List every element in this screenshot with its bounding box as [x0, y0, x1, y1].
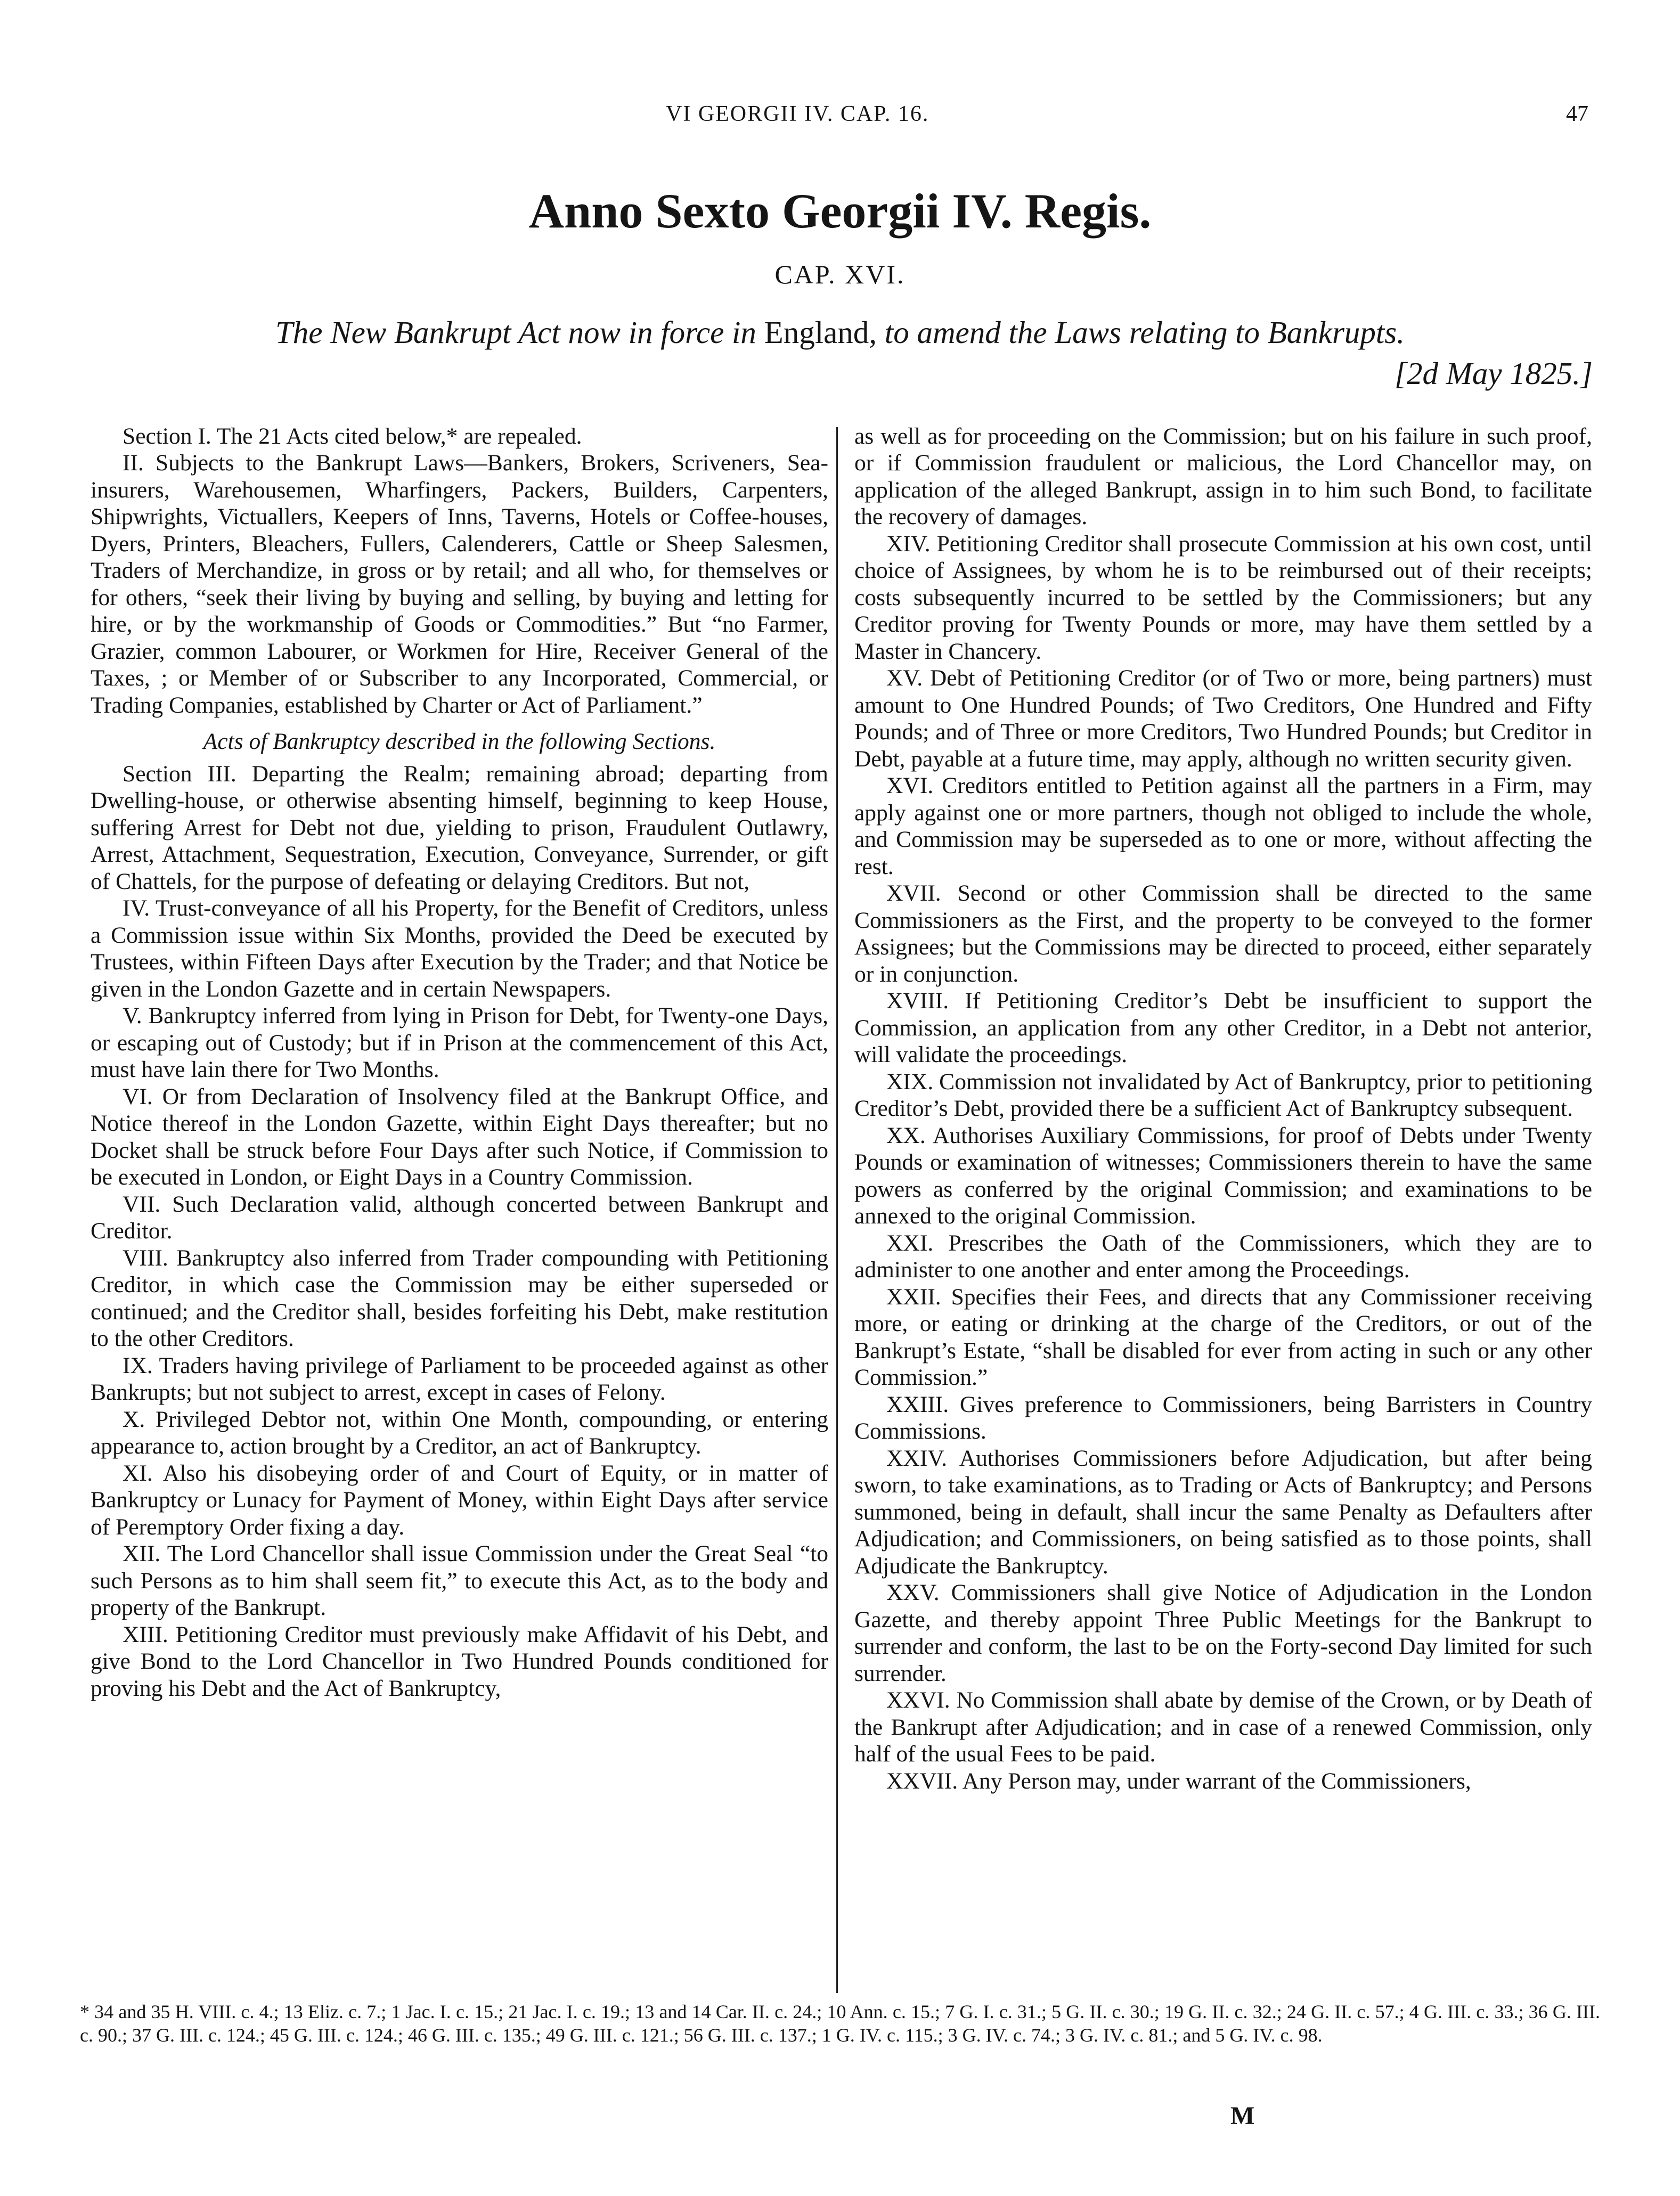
- section-paragraph: XVII. Second or other Commission shall be directed to the same Commissioners as the First, and the property to be conveyed to the former Assignees; but the Commissions may be directed to proceed, either separately or in conjunction.: [854, 880, 1592, 987]
- section-paragraph: XVIII. If Petitioning Creditor’s Debt be insufficient to support the Commission, an application from any other Creditor, in a Debt not anterior, will validate the proceedings.: [854, 988, 1592, 1068]
- section-paragraph: XIX. Commission not invalidated by Act of Bankruptcy, prior to petitioning Creditor’s Debt, provided there be a sufficient Act of Bankruptcy subsequent.: [854, 1068, 1592, 1122]
- text-columns: [80, 423, 1600, 1994]
- section-paragraph: XX. Authorises Auxiliary Commissions, for proof of Debts under Twenty Pounds or examination of witnesses; Commissioners therein to have the same powers as conferred by the original Commission; and examinations to be annexed to the original Commission.: [854, 1122, 1592, 1229]
- footnote: * 34 and 35 H. VIII. c. 4.; 13 Eliz. c. 7.; 1 Jac. I. c. 15.; 21 Jac. I. c. 19.; 13 and 14 Car. II. c. 24.; 10 Ann. c. 15.; 7 G. I. c. 31.; 5 G. II. c. 30.; 19 G. II. c. 32.; 24 G. II. c. 57.; 4 G. III. c. 33.; 36 G. III. c. 90.; 37 G. III. c. 124.; 45 G. III. c. 124.; 46 G. III. c. 135.; 49 G. III. c. 121.; 56 G. III. c. 137.; 1 G. IV. c. 115.; 3 G. IV. c. 74.; 3 G. IV. c. 81.; and 5 G. IV. c. 98.: [80, 2001, 1600, 2046]
- section-paragraph: XIV. Petitioning Creditor shall prosecute Commission at his own cost, until choice of Assignees, by whom he is to be reimbursed out of their receipts; costs subsequently incurred to be settled by the Commissioners; but any Creditor proving for Twenty Pounds or more, may have them settled by a Master in Chancery.: [854, 530, 1592, 664]
- section-paragraph: VII. Such Declaration valid, although concerted between Bankrupt and Creditor.: [91, 1191, 828, 1244]
- act-date: [2d May 1825.]: [1394, 355, 1593, 391]
- act-title: Anno Sexto Georgii IV. Regis.: [528, 184, 1152, 238]
- section-paragraph: XXVI. No Commission shall abate by demise of the Crown, or by Death of the Bankrupt after Adjudication; and in case of a renewed Commission, only half of the usual Fees to be paid.: [854, 1687, 1592, 1767]
- section-paragraph: as well as for proceeding on the Commission; but on his failure in such proof, or if Commission fraudulent or malicious, the Lord Chancellor may, on application of the alleged Bankrupt, assign in to him such Bond, to facilitate the recovery of damages.: [854, 423, 1592, 530]
- section-paragraph: XXVII. Any Person may, under warrant of the Commissioners,: [886, 1768, 1471, 1794]
- left-column: [91, 423, 828, 1702]
- section-paragraph: XI. Also his disobeying order of and Court of Equity, or in matter of Bankruptcy or Lunacy for Payment of Money, within Eight Days after service of Peremptory Order fixing a day.: [91, 1460, 828, 1540]
- section-paragraph: XVI. Creditors entitled to Petition against all the partners in a Firm, may apply against one or more partners, though not obliged to include the whole, and Commission may be superseded as to one or more, without affecting the rest.: [854, 773, 1592, 879]
- page-number: 47: [1566, 102, 1588, 126]
- section-paragraph: IX. Traders having privilege of Parliament to be proceeded against as other Bankrupts; but not subject to arrest, except in cases of Felony.: [91, 1352, 828, 1406]
- section-paragraph: Section III. Departing the Realm; remaining abroad; departing from Dwelling-house, or otherwise absenting himself, beginning to keep House, suffering Arrest for Debt not due, yielding to prison, Fraudulent Outlawry, Arrest, Attachment, Sequestration, Execution, Conveyance, Surrender, or gift of Chattels, for the purpose of defeating or delaying Creditors. But not,: [91, 761, 828, 894]
- signature-mark: M: [1230, 2102, 1255, 2130]
- chapter-number: CAP. XVI.: [774, 259, 906, 289]
- section-paragraph: XXI. Prescribes the Oath of the Commissioners, which they are to administer to one another and enter among the Proceedings.: [854, 1230, 1592, 1283]
- section-paragraph: X. Privileged Debtor not, within One Month, compounding, or entering appearance to, action brought by a Creditor, an act of Bankruptcy.: [91, 1406, 828, 1459]
- section-paragraph: VIII. Bankruptcy also inferred from Trader compounding with Petitioning Creditor, in which case the Commission may be either superseded or continued; and the Creditor shall, besides forfeiting his Debt, make restitution to the other Creditors.: [91, 1245, 828, 1352]
- section-paragraph: XIII. Petitioning Creditor must previously make Affidavit of his Debt, and give Bond to the Lord Chancellor in Two Hundred Pounds conditioned for proving his Debt and the Act of Bankruptcy,: [91, 1621, 828, 1701]
- section-paragraph: VI. Or from Declaration of Insolvency filed at the Bankrupt Office, and Notice thereof in the London Gazette, within Eight Days thereafter; but no Docket shall be struck before Four Days after such Notice, if Commission to be executed in London, or Eight Days in a Country Commission.: [91, 1083, 828, 1190]
- section-paragraph: II. Subjects to the Bankrupt Laws—Bankers, Brokers, Scriveners, Sea-insurers, Warehousemen, Wharfingers, Packers, Builders, Carpenters, Shipwrights, Victuallers, Keepers of Inns, Taverns, Hotels or Coffee-houses, Dyers, Printers, Bleachers, Fullers, Calenderers, Cattle or Sheep Salesmen, Traders of Merchandize, in gross or by retail; and all who, for themselves or for others, “seek their living by buying and selling, by buying and letting for hire, or by the workmanship of Goods or Commodities.” But “no Farmer, Grazier, common Labourer, or Workmen for Hire, Receiver General of the Taxes, ; or Member of or Subscriber to any Incorporated, Commercial, or Trading Companies, established by Charter or Act of Parliament.”: [91, 450, 828, 718]
- section-paragraph: XXV. Commissioners shall give Notice of Adjudication in the London Gazette, and thereby appoint Three Public Meetings for the Bankrupt to surrender and conform, the last to be on the Forty-second Day limited for such surrender.: [854, 1580, 1592, 1686]
- act-subtitle-place: England: [764, 315, 869, 350]
- section-paragraph: Section I. The 21 Acts cited below,* are repealed.: [123, 423, 582, 449]
- section-paragraph: XXIII. Gives preference to Commissioners, being Barristers in Country Commissions.: [854, 1391, 1592, 1444]
- running-head: [80, 101, 1600, 138]
- act-subtitle: [80, 315, 1600, 350]
- section-paragraph: IV. Trust-conveyance of all his Property, for the Benefit of Creditors, unless a Commission issue within Six Months, provided the Deed be executed by Trustees, within Fifteen Days after Execution by the Trader; and that Notice be given in the London Gazette and in certain Newspapers.: [91, 895, 828, 1002]
- section-subheading: Acts of Bankruptcy described in the following Sections.: [203, 729, 716, 755]
- act-subtitle-part-2: , to amend the Laws relating to Bankrupts.: [869, 315, 1405, 350]
- running-title: VI GEORGII IV. CAP. 16.: [666, 102, 929, 126]
- section-paragraph: XV. Debt of Petitioning Creditor (or of Two or more, being partners) must amount to One Hundred Pounds; of Two Creditors, One Hundred and Fifty Pounds; and of Three or more Creditors, Two Hundred Pounds; but Creditor in Debt, payable at a future time, may apply, although no written security given.: [854, 665, 1592, 772]
- section-paragraph: V. Bankruptcy inferred from lying in Prison for Debt, for Twenty-one Days, or escaping out of Custody; but if in Prison at the commencement of this Act, must have lain there for Two Months.: [91, 1003, 828, 1083]
- section-paragraph: XII. The Lord Chancellor shall issue Commission under the Great Seal “to such Persons as to him shall seem fit,” to execute this Act, as to the body and property of the Bankrupt.: [91, 1541, 828, 1621]
- right-column: [854, 423, 1592, 1795]
- column-divider: [836, 427, 838, 1993]
- act-subtitle-part-1: The New Bankrupt Act now in force in: [275, 315, 764, 350]
- section-paragraph: XXIV. Authorises Commissioners before Adjudication, but after being sworn, to take examinations, as to Trading or Acts of Bankruptcy; and Persons summoned, being in default, shall incur the same Penalty as Defaulters after Adjudication; and Commissioners, on being satisfied as to those points, shall Adjudicate the Bankruptcy.: [854, 1445, 1592, 1579]
- section-paragraph: XXII. Specifies their Fees, and directs that any Commissioner receiving more, or eating or drinking at the charge of the Creditors, or out of the Bankrupt’s Estate, “shall be disabled for ever from acting in such or any other Commission.”: [854, 1284, 1592, 1391]
